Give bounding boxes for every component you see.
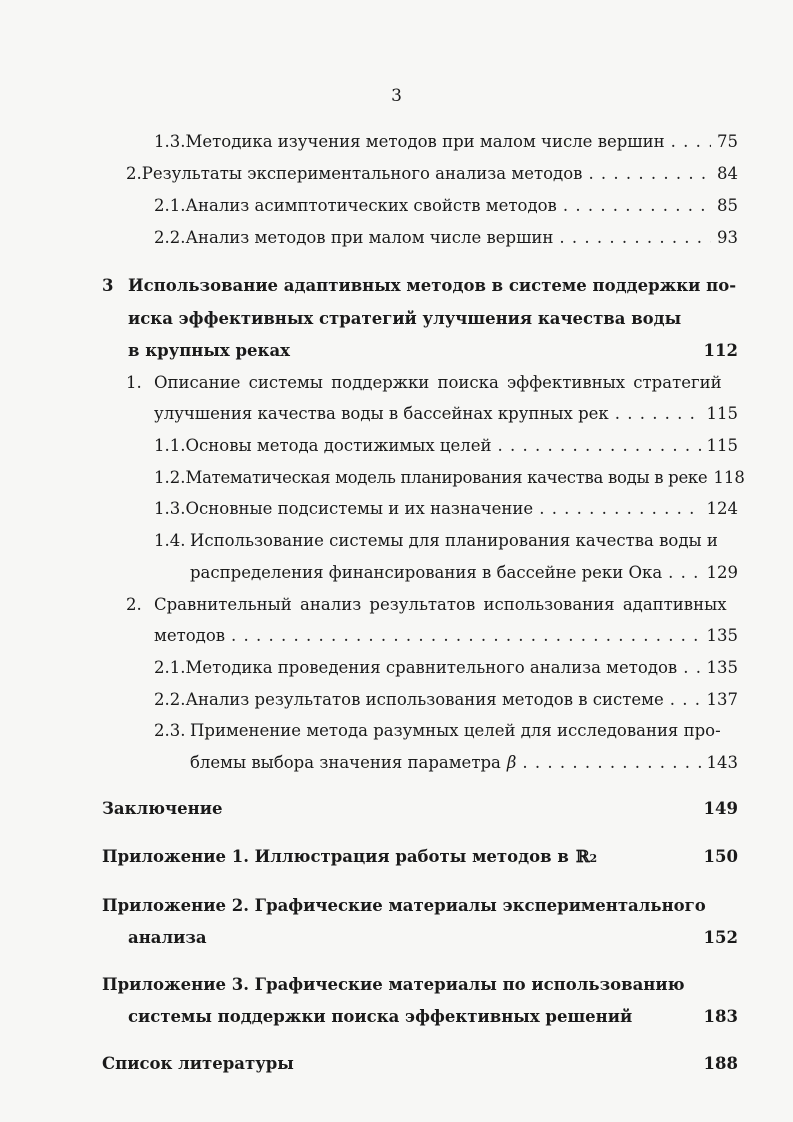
leader-dots xyxy=(559,227,711,249)
section-title-line-2: системы поддержки поиска эффективных решений xyxy=(128,1007,633,1026)
chapter-title-line-3: в крупных реках xyxy=(128,341,290,360)
page-number: 3 xyxy=(391,86,402,106)
toc-entry-page: 118 xyxy=(713,468,745,487)
toc-entry-title: Анализ результатов использования методов в системе xyxy=(185,690,664,709)
chapter-number: 3 xyxy=(102,276,114,295)
toc-entry-number: 2.1. xyxy=(154,196,186,215)
leader-dots xyxy=(668,562,700,584)
toc-entry[interactable] xyxy=(154,131,738,153)
toc-entry-number: 2.3. xyxy=(154,721,186,740)
toc-entry-line xyxy=(190,752,738,774)
toc-entry-line xyxy=(154,720,738,742)
section-page: 149 xyxy=(703,799,738,818)
toc-entry-title: Результаты экспериментального анализа методов xyxy=(141,164,583,183)
toc-entry-number: 2.2. xyxy=(154,228,186,247)
section-title: Список литературы xyxy=(102,1054,294,1073)
toc-entry-page: 85 xyxy=(717,196,738,215)
section-line xyxy=(102,895,738,917)
toc-entry-number: 1.3. xyxy=(154,499,186,518)
leader-dots xyxy=(683,657,700,679)
toc-entry-line xyxy=(154,403,738,425)
beta-symbol: β xyxy=(506,753,517,772)
toc-entry-page: 124 xyxy=(706,499,738,518)
toc-entry-title-line-1: Сравнительный анализ результатов использования адаптивных xyxy=(154,595,727,614)
toc-entry-number: 1.1. xyxy=(154,436,186,455)
section-page: 152 xyxy=(703,928,738,947)
toc-entry-line xyxy=(154,625,738,647)
toc-entry[interactable] xyxy=(154,195,738,217)
toc-entry-page: 137 xyxy=(706,690,738,709)
leader-dots xyxy=(539,498,700,520)
toc-entry[interactable] xyxy=(154,435,738,457)
section-title-line-1: Приложение 3. Графические материалы по использованию xyxy=(102,975,685,994)
toc-entry[interactable] xyxy=(154,498,738,520)
toc-entry-number: 2.1. xyxy=(154,658,186,677)
toc-entry-number: 1.4. xyxy=(154,531,186,550)
toc-entry-page: 84 xyxy=(717,164,738,183)
chapter-title-line xyxy=(128,308,738,330)
toc-entry-number: 2.2. xyxy=(154,690,186,709)
chapter-page: 112 xyxy=(703,341,738,360)
chapter-title-line-2: иска эффективных стратегий улучшения качества воды xyxy=(128,309,682,328)
toc-entry-title: Основы метода достижимых целей xyxy=(185,436,492,455)
toc-entry[interactable] xyxy=(126,163,738,185)
section-title-line-1: Приложение 2. Графические материалы экспериментального xyxy=(102,896,706,915)
toc-entry-line xyxy=(126,594,738,616)
toc-entry-page: 93 xyxy=(717,228,738,247)
section-line xyxy=(128,927,738,949)
toc-entry-page: 115 xyxy=(706,436,738,455)
superscript: 2 xyxy=(589,852,598,865)
toc-entry-title: Основные подсистемы и их назначение xyxy=(185,499,534,518)
section-title: Заключение xyxy=(102,799,223,818)
toc-entry-page: 75 xyxy=(717,132,738,151)
toc-entry-title-line-1: Применение метода разумных целей для исследования про- xyxy=(190,721,721,740)
section-page: 183 xyxy=(703,1007,738,1026)
toc-entry-number: 2. xyxy=(126,595,142,614)
section-line xyxy=(128,1006,738,1028)
toc-entry-page: 143 xyxy=(706,753,738,772)
toc-entry-title-line-1: Использование системы для планирования качества воды и xyxy=(190,531,718,550)
toc-entry-title-line-2: блемы выбора значения параметра xyxy=(190,753,501,772)
toc-entry[interactable] xyxy=(154,227,738,249)
chapter-title-line xyxy=(128,340,738,362)
toc-entry-page: 135 xyxy=(706,658,738,677)
chapter-title-line-1: Использование адаптивных методов в системе поддержки по- xyxy=(128,276,737,295)
toc-entry-number: 1.3. xyxy=(154,132,186,151)
toc-entry-number: 1.2. xyxy=(154,468,186,487)
toc-entry-page: 135 xyxy=(706,626,738,645)
leader-dots xyxy=(671,131,711,153)
leader-dots xyxy=(588,163,711,185)
toc-entry-line xyxy=(190,562,738,584)
toc-entry-line xyxy=(126,372,738,394)
toc-section-bibliography[interactable] xyxy=(102,1053,738,1075)
toc-entry-number: 1. xyxy=(126,373,142,392)
toc-entry-title-line-1: Описание системы поддержки поиска эффективных стратегий xyxy=(154,373,722,392)
toc-entry-title: Методика проведения сравнительного анализа методов xyxy=(185,658,678,677)
toc-entry-title-line-2: улучшения качества воды в бассейнах крупных рек xyxy=(154,404,609,423)
chapter-title-line xyxy=(102,275,738,297)
leader-dots xyxy=(522,752,700,774)
toc-entry[interactable] xyxy=(154,657,738,679)
section-page: 150 xyxy=(703,847,738,866)
leader-dots xyxy=(615,403,701,425)
toc-entry-title-line-2: распределения финансирования в бассейне реки Ока xyxy=(190,563,663,582)
section-title: Приложение 1. Иллюстрация работы методов в xyxy=(102,847,569,866)
real-numbers-symbol: ℝ xyxy=(575,847,590,866)
toc-entry-title: Методика изучения методов при малом числе вершин xyxy=(185,132,665,151)
toc-section-appendix-1[interactable] xyxy=(102,846,738,870)
leader-dots xyxy=(231,625,700,647)
toc-entry[interactable] xyxy=(154,467,745,489)
toc-entry-line xyxy=(154,530,738,552)
section-page: 188 xyxy=(703,1054,738,1073)
toc-section-conclusion[interactable] xyxy=(102,798,738,820)
leader-dots xyxy=(670,689,701,711)
leader-dots xyxy=(498,435,701,457)
toc-entry-title-line-2: методов xyxy=(154,626,226,645)
section-title-line-2: анализа xyxy=(128,928,207,947)
toc-entry-title: Анализ методов при малом числе вершин xyxy=(185,228,554,247)
toc-entry-title: Анализ асимптотических свойств методов xyxy=(185,196,557,215)
toc-entry-title: Математическая модель планирования качества воды в реке xyxy=(185,468,708,487)
toc-entry-page: 115 xyxy=(706,404,738,423)
toc-entry-page: 129 xyxy=(706,563,738,582)
toc-entry-number: 2. xyxy=(126,164,142,183)
leader-dots xyxy=(563,195,711,217)
section-line xyxy=(102,974,738,996)
toc-entry[interactable] xyxy=(154,689,738,711)
